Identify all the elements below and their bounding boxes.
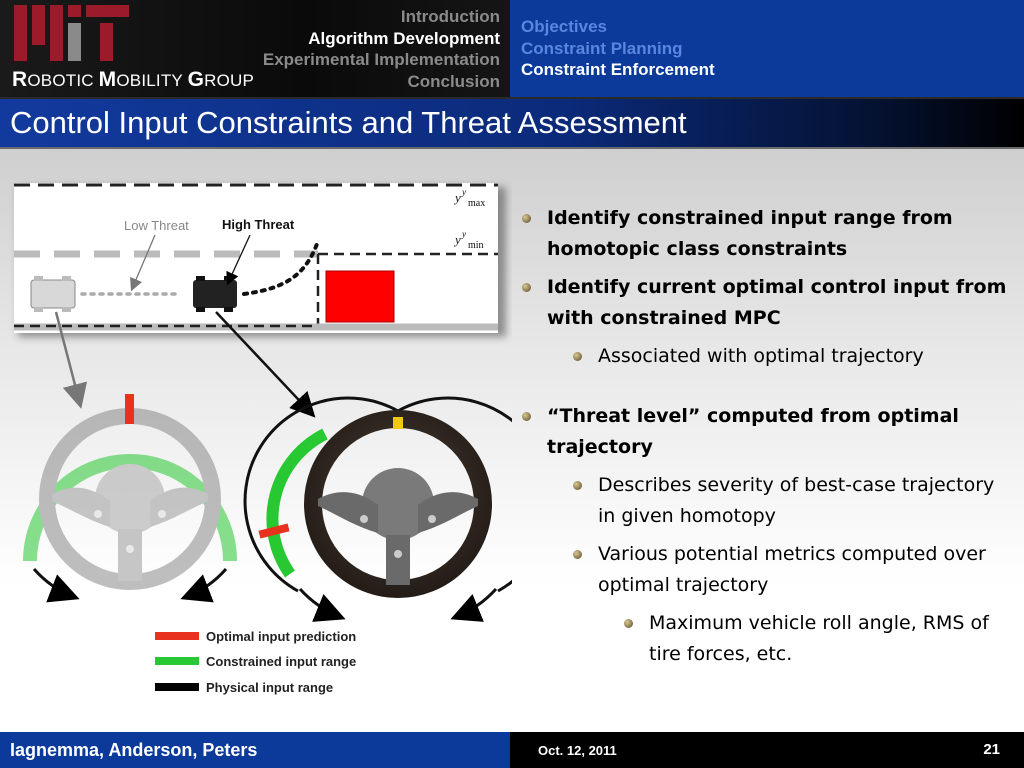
legend-swatch-physical: [155, 683, 199, 691]
bullet-item: Identify current optimal control input from with constrained MPC: [520, 272, 1010, 334]
bullet-item: Associated with optimal trajectory: [520, 341, 1010, 372]
bullet-icon: [522, 214, 531, 223]
high-threat-vehicle: [193, 276, 237, 312]
low-threat-vehicle: [31, 276, 75, 312]
bullet-item: Various potential metrics computed over optimal trajectory: [520, 539, 1010, 601]
subsection-nav: [510, 0, 1024, 97]
ymin-sub: min: [468, 240, 484, 251]
nav-item-experimental-implementation[interactable]: Experimental Implementation: [262, 50, 500, 69]
bullet-icon: [573, 352, 582, 361]
high-threat-steering-wheel: [245, 398, 512, 591]
bullet-item: Identify constrained input range from homotopic class constraints: [520, 203, 1010, 265]
bullet-icon: [522, 283, 531, 292]
footer-date-area: [510, 732, 1024, 768]
obstacle: [326, 271, 394, 322]
left-optimal-input-marker: [125, 394, 134, 424]
high-threat-label: High Threat: [222, 217, 295, 232]
bullet-icon: [522, 412, 531, 421]
nav-item-objectives[interactable]: Objectives: [521, 17, 607, 36]
low-threat-steering-wheel: [30, 415, 230, 582]
footer: [0, 732, 1024, 768]
nav-item-algorithm-development[interactable]: Algorithm Development: [308, 28, 500, 48]
legend-label-physical: Physical input range: [206, 680, 334, 695]
nav-item-introduction[interactable]: Introduction: [400, 7, 500, 26]
page-number: 21: [983, 741, 1000, 758]
ymax-symbol: y: [455, 190, 461, 205]
bullet-icon: [573, 550, 582, 559]
ymax-sub: max: [468, 198, 486, 209]
group-name: ROBOTIC MOBILITY GROUP: [12, 68, 255, 91]
legend-swatch-constrained: [155, 657, 199, 665]
ymin-symbol: y: [455, 232, 461, 247]
constraint-figure: [0, 149, 512, 732]
nav-item-constraint-planning[interactable]: Constraint Planning: [521, 38, 683, 58]
bullet-icon: [624, 619, 633, 628]
figure-legend: [155, 629, 356, 695]
title-bar: [0, 97, 1024, 149]
legend-swatch-optimal: [155, 632, 199, 640]
footer-date: Oct. 12, 2011: [538, 743, 617, 758]
low-threat-label: Low Threat: [124, 218, 189, 233]
legend-label-optimal: Optimal input prediction: [206, 629, 357, 644]
section-nav: [263, 6, 500, 92]
mit-logo: [14, 5, 129, 61]
bullet-list: [520, 203, 1010, 677]
slide-content: [0, 149, 1024, 732]
nav-item-conclusion[interactable]: Conclusion: [407, 71, 500, 91]
ymax-sup: y: [462, 187, 466, 197]
ymin-sup: y: [462, 229, 466, 239]
bullet-item: Maximum vehicle roll angle, RMS of tire forces, etc.: [520, 608, 1010, 670]
nav-item-constraint-enforcement[interactable]: Constraint Enforcement: [521, 60, 715, 79]
bullet-item: Describes severity of best-case trajectory in given homotopy: [520, 470, 1010, 532]
footer-authors: Iagnemma, Anderson, Peters: [10, 740, 258, 760]
bullet-item: “Threat level” computed from optimal trajectory: [520, 401, 1010, 463]
header: [0, 0, 1024, 97]
bullet-icon: [573, 481, 582, 490]
road-scene: [14, 183, 506, 337]
slide-title: Control Input Constraints and Threat Assessment: [10, 105, 687, 140]
legend-label-constrained: Constrained input range: [206, 654, 357, 669]
